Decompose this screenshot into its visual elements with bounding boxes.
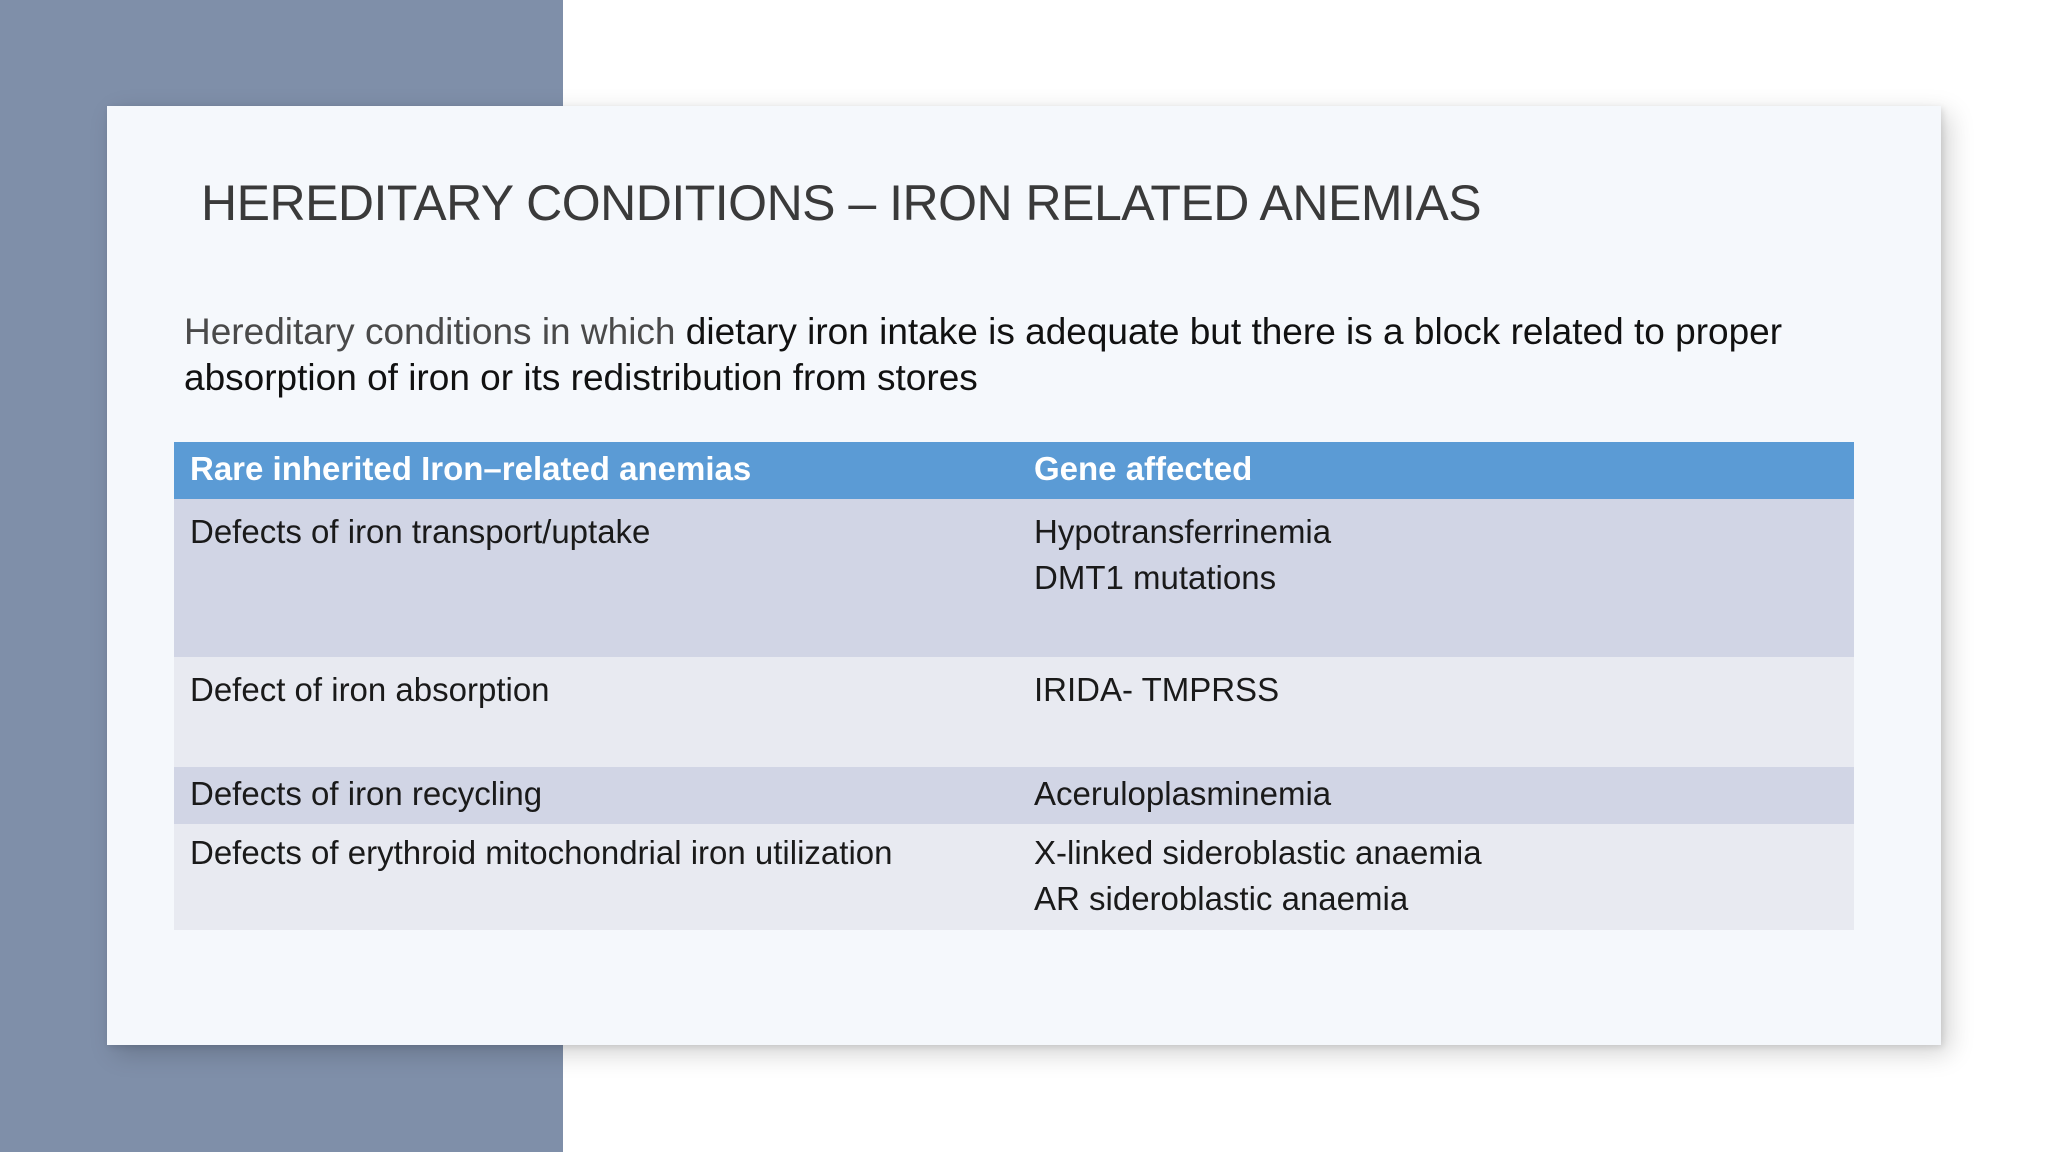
gene-cell — [1018, 499, 1854, 657]
gene-cell — [1018, 657, 1854, 767]
gene-cell — [1018, 767, 1854, 824]
table-row — [174, 499, 1854, 657]
table-row — [174, 657, 1854, 767]
gene-line: Hypotransferrinemia — [1034, 513, 1332, 550]
slide-card — [107, 106, 1941, 1045]
gene-line: AR sideroblastic anaemia — [1034, 880, 1409, 917]
intro-text — [184, 309, 1884, 401]
gene-cell — [1018, 824, 1854, 930]
gene-line: Aceruloplasminemia — [1034, 775, 1332, 812]
anemia-table — [174, 442, 1854, 930]
table-row — [174, 767, 1854, 824]
condition-cell: Defects of erythroid mitochondrial iron utilization — [174, 824, 1018, 930]
table-row — [174, 824, 1854, 930]
intro-rest: dietary iron intake is adequate but there is a block related to proper absorption of iron or its redistribution from stores — [184, 311, 1783, 398]
condition-cell: Defects of iron transport/uptake — [174, 499, 1018, 657]
slide-title: HEREDITARY CONDITIONS – IRON RELATED ANEMIAS — [201, 175, 1482, 231]
gene-line: X-linked sideroblastic anaemia — [1034, 834, 1482, 871]
intro-lead: Hereditary conditions in which — [184, 311, 686, 352]
table-header-row — [174, 442, 1854, 499]
gene-line: IRIDA- TMPRSS — [1034, 671, 1280, 708]
header-gene: Gene affected — [1018, 442, 1854, 499]
condition-cell: Defects of iron recycling — [174, 767, 1018, 824]
header-condition: Rare inherited Iron–related anemias — [174, 442, 1018, 499]
gene-line: DMT1 mutations — [1034, 559, 1277, 596]
condition-cell: Defect of iron absorption — [174, 657, 1018, 767]
